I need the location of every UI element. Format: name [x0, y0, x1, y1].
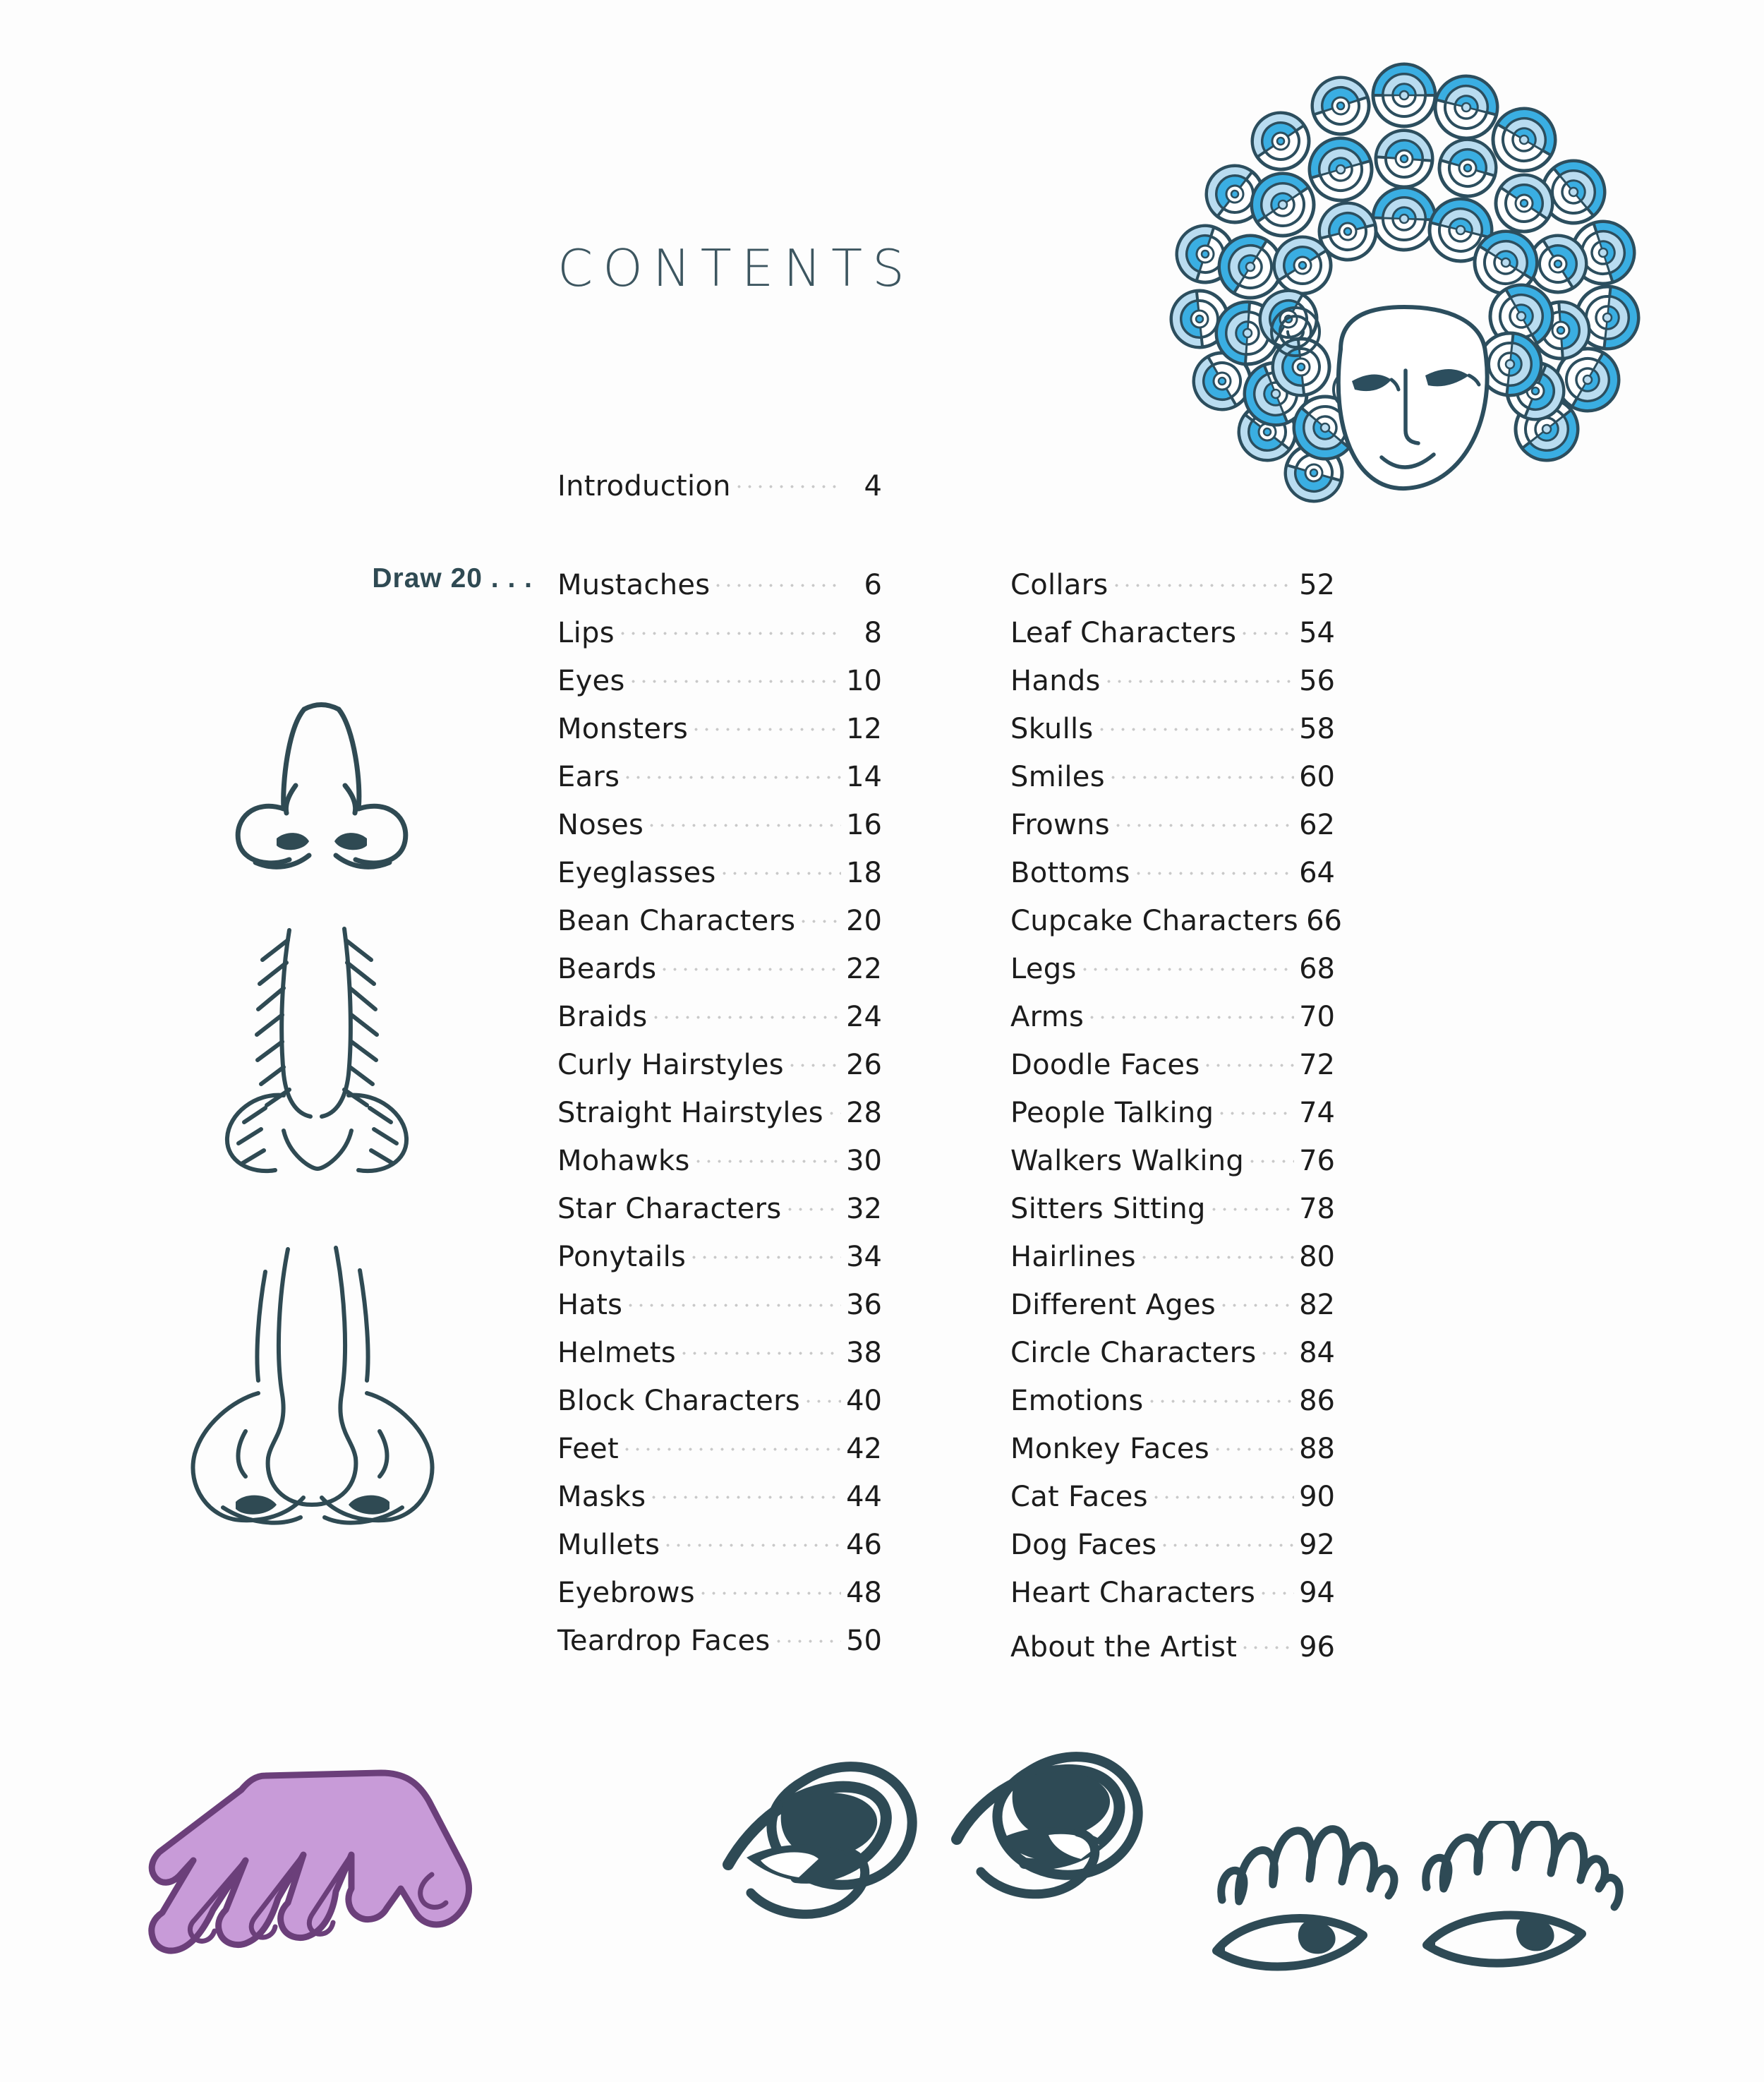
toc-entry-page: 72	[1299, 1049, 1335, 1081]
toc-entry-page: 22	[846, 953, 882, 985]
toc-entry-label: Ponytails	[557, 1241, 687, 1273]
dot-leader	[1159, 1526, 1294, 1554]
toc-entry-label: Helmets	[557, 1337, 676, 1369]
toc-entry-page: 14	[846, 761, 882, 793]
toc-entry[interactable]	[557, 945, 882, 993]
dot-leader	[628, 662, 841, 690]
dot-leader	[622, 1430, 841, 1458]
toc-entry-label: Beards	[557, 953, 657, 985]
section-label-draw-20: Draw 20 . . .	[372, 563, 533, 594]
curly-haired-face-illustration	[1129, 28, 1679, 536]
toc-entry-page: 66	[1306, 905, 1342, 937]
toc-entry-label: Hairlines	[1010, 1241, 1136, 1273]
dot-leader	[719, 854, 841, 882]
toc-entry[interactable]	[1010, 945, 1335, 993]
toc-entry-label: Doodle Faces	[1010, 1049, 1200, 1081]
toc-entry-label: Different Ages	[1010, 1289, 1216, 1321]
toc-entry[interactable]	[557, 609, 882, 657]
toc-entry-page: 50	[846, 1625, 882, 1657]
dot-leader	[798, 902, 841, 930]
toc-about-block	[1010, 1623, 1335, 1671]
toc-entry-label: Smiles	[1010, 761, 1105, 793]
dot-leader	[659, 950, 841, 978]
bold-eyes-illustration	[706, 1743, 1143, 1955]
dot-leader	[1212, 1430, 1294, 1458]
dot-leader	[1113, 806, 1294, 834]
toc-entry[interactable]	[557, 561, 882, 609]
dot-leader	[787, 1046, 841, 1074]
toc-entry-label: Curly Hairstyles	[557, 1049, 784, 1081]
toc-entry-label: Bottoms	[1010, 857, 1130, 889]
toc-entry[interactable]	[1010, 1425, 1335, 1473]
toc-entry-page: 54	[1299, 617, 1335, 649]
toc-entry[interactable]	[557, 705, 882, 753]
toc-entry-label: Dog Faces	[1010, 1529, 1157, 1561]
toc-entry-label: Straight Hairstyles	[557, 1097, 823, 1129]
toc-entry-label: Noses	[557, 809, 644, 841]
dot-leader	[648, 1478, 841, 1506]
toc-entry-page: 74	[1299, 1097, 1335, 1129]
toc-entry-label: Leaf Characters	[1010, 617, 1237, 649]
toc-entry-label: Mohawks	[557, 1145, 690, 1177]
toc-entry-label: Mustaches	[557, 569, 711, 601]
toc-entry[interactable]	[557, 1329, 882, 1377]
toc-entry[interactable]	[1010, 1041, 1335, 1089]
dot-leader	[1108, 758, 1294, 786]
dot-leader	[1104, 662, 1294, 690]
toc-entry-label: Skulls	[1010, 713, 1094, 745]
toc-entry-page: 10	[846, 665, 882, 697]
toc-entry[interactable]	[557, 1473, 882, 1521]
dot-leader	[1239, 614, 1294, 642]
toc-entry-page: 94	[1299, 1577, 1335, 1609]
dot-leader	[679, 1334, 841, 1362]
dot-leader	[1097, 710, 1294, 738]
toc-entry-page: 20	[846, 905, 882, 937]
purple-hand-illustration	[127, 1750, 480, 2047]
toc-entry[interactable]	[1010, 1089, 1335, 1137]
toc-entry-page: 40	[846, 1385, 882, 1417]
toc-entry[interactable]	[557, 753, 882, 801]
toc-entry-label: Ears	[557, 761, 620, 793]
toc-entry-label: Collars	[1010, 569, 1108, 601]
dot-leader	[698, 1574, 841, 1602]
toc-entry-label: Eyebrows	[557, 1577, 695, 1609]
toc-entry-label: Hands	[1010, 665, 1101, 697]
toc-entry-page: 18	[846, 857, 882, 889]
dot-leader	[713, 566, 841, 594]
toc-entry-page: 58	[1299, 713, 1335, 745]
toc-entry[interactable]	[557, 1521, 882, 1569]
toc-entry-page: 82	[1299, 1289, 1335, 1321]
toc-entry-label: Circle Characters	[1010, 1337, 1257, 1369]
toc-entry[interactable]	[1010, 993, 1335, 1041]
toc-entry-label: Emotions	[1010, 1385, 1144, 1417]
toc-entry-page: 52	[1299, 569, 1335, 601]
toc-entry-page: 84	[1299, 1337, 1335, 1369]
toc-entry[interactable]	[1010, 1569, 1335, 1617]
toc-entry[interactable]	[1010, 1521, 1335, 1569]
toc-entry-label: Bean Characters	[557, 905, 796, 937]
toc-entry[interactable]	[557, 1041, 882, 1089]
toc-entry-page: 86	[1299, 1385, 1335, 1417]
toc-entry-label: Eyes	[557, 665, 625, 697]
toc-entry-label: Eyeglasses	[557, 857, 716, 889]
dot-leader	[663, 1526, 841, 1554]
toc-entry[interactable]	[1010, 1185, 1335, 1233]
toc-entry-label: Legs	[1010, 953, 1077, 985]
toc-entry-page: 80	[1299, 1241, 1335, 1273]
toc-entry-page: 26	[846, 1049, 882, 1081]
nose-double-line-illustration	[162, 1228, 459, 1539]
toc-entry-label: Lips	[557, 617, 615, 649]
toc-entry[interactable]	[1010, 705, 1335, 753]
toc-entry-label: About the Artist	[1010, 1631, 1238, 1663]
toc-entry[interactable]	[557, 1425, 882, 1473]
toc-entry[interactable]	[557, 1137, 882, 1185]
toc-entry-label: Mullets	[557, 1529, 660, 1561]
dot-leader	[1087, 998, 1294, 1026]
toc-entry-page: 36	[846, 1289, 882, 1321]
toc-entry-label: Feet	[557, 1433, 619, 1465]
dot-leader	[773, 1622, 841, 1650]
dot-leader	[1240, 1628, 1294, 1656]
dot-leader	[1133, 854, 1294, 882]
toc-entry[interactable]	[1010, 1473, 1335, 1521]
toc-entry[interactable]	[557, 801, 882, 849]
toc-entry[interactable]	[1010, 657, 1335, 705]
toc-entry[interactable]	[1010, 801, 1335, 849]
dot-leader	[826, 1094, 841, 1122]
toc-entry-page: 4	[864, 470, 882, 503]
toc-entry-page: 32	[846, 1193, 882, 1225]
toc-entry-page: 34	[846, 1241, 882, 1273]
dot-leader	[691, 710, 841, 738]
toc-entry-page: 96	[1299, 1631, 1335, 1663]
toc-entry[interactable]	[1010, 1137, 1335, 1185]
toc-entry-about-the-artist[interactable]	[1010, 1623, 1335, 1671]
toc-column-left	[557, 561, 882, 1665]
nose-hatched-illustration	[176, 910, 459, 1193]
toc-entry-page: 92	[1299, 1529, 1335, 1561]
toc-entry[interactable]	[557, 1233, 882, 1281]
toc-entry-label: Frowns	[1010, 809, 1110, 841]
dot-leader	[646, 806, 841, 834]
toc-entry[interactable]	[557, 657, 882, 705]
toc-entry-page: 30	[846, 1145, 882, 1177]
toc-entry-page: 38	[846, 1337, 882, 1369]
dot-leader	[617, 614, 841, 642]
toc-entry-label: Block Characters	[557, 1385, 801, 1417]
toc-entry[interactable]	[557, 1569, 882, 1617]
toc-entry-label: Monkey Faces	[1010, 1433, 1209, 1465]
toc-entry-page: 8	[864, 617, 882, 649]
toc-entry-page: 42	[846, 1433, 882, 1465]
toc-entry-label: Cupcake Characters	[1010, 905, 1298, 937]
toc-entry-label: People Talking	[1010, 1097, 1214, 1129]
dot-leader	[734, 467, 841, 495]
toc-entry-label: Arms	[1010, 1001, 1085, 1033]
toc-entry-label: Walkers Walking	[1010, 1145, 1245, 1177]
toc-entry-label: Cat Faces	[1010, 1481, 1148, 1513]
dot-leader	[803, 1382, 841, 1410]
dot-leader	[1139, 1238, 1294, 1266]
dot-leader	[622, 758, 841, 786]
toc-entry-introduction[interactable]	[557, 462, 882, 510]
toc-entry-label: Masks	[557, 1481, 646, 1513]
toc-entry-page: 56	[1299, 665, 1335, 697]
toc-entry-page: 12	[846, 713, 882, 745]
toc-entry-page: 70	[1299, 1001, 1335, 1033]
toc-entry-page: 46	[846, 1529, 882, 1561]
dot-leader	[1219, 1286, 1294, 1314]
toc-entry[interactable]	[1010, 753, 1335, 801]
toc-entry-label: Braids	[557, 1001, 648, 1033]
toc-column-right	[1010, 561, 1342, 1617]
toc-entry[interactable]	[1010, 609, 1335, 657]
toc-entry-label: Hats	[557, 1289, 623, 1321]
toc-entry[interactable]	[1010, 1377, 1335, 1425]
dot-leader	[1247, 1142, 1294, 1170]
dot-leader	[1216, 1094, 1294, 1122]
dot-leader	[1080, 950, 1294, 978]
toc-entry-label: Monsters	[557, 713, 689, 745]
toc-entry-page: 16	[846, 809, 882, 841]
toc-entry-label: Star Characters	[557, 1193, 782, 1225]
toc-introduction-block	[557, 462, 882, 510]
toc-entry[interactable]	[557, 1617, 882, 1665]
toc-entry-label: Introduction	[557, 470, 731, 503]
dot-leader	[625, 1286, 841, 1314]
toc-entry-page: 76	[1299, 1145, 1335, 1177]
toc-entry[interactable]	[1010, 849, 1335, 897]
nose-outline-illustration	[205, 685, 437, 882]
toc-entry-page: 48	[846, 1577, 882, 1609]
toc-entry-label: Teardrop Faces	[557, 1625, 771, 1657]
dot-leader	[1202, 1046, 1294, 1074]
toc-entry-page: 24	[846, 1001, 882, 1033]
dot-leader	[693, 1142, 841, 1170]
toc-entry[interactable]	[557, 849, 882, 897]
toc-entry-page: 88	[1299, 1433, 1335, 1465]
toc-entry[interactable]	[1010, 1281, 1335, 1329]
dot-leader	[689, 1238, 841, 1266]
toc-entry-page: 78	[1299, 1193, 1335, 1225]
dot-leader	[651, 998, 841, 1026]
toc-entry[interactable]	[557, 993, 882, 1041]
dot-leader	[1209, 1190, 1294, 1218]
dot-leader	[785, 1190, 841, 1218]
toc-entry[interactable]	[1010, 897, 1342, 945]
toc-entry-page: 64	[1299, 857, 1335, 889]
page-title: CONTENTS	[557, 239, 914, 298]
toc-entry[interactable]	[1010, 1233, 1335, 1281]
toc-entry[interactable]	[557, 1281, 882, 1329]
toc-entry-label: Sitters Sitting	[1010, 1193, 1206, 1225]
toc-entry-page: 68	[1299, 953, 1335, 985]
eyes-with-curly-eyebrows-illustration	[1192, 1821, 1630, 2047]
toc-entry-page: 6	[864, 569, 882, 601]
toc-entry-page: 44	[846, 1481, 882, 1513]
toc-entry-page: 62	[1299, 809, 1335, 841]
toc-entry-label: Heart Characters	[1010, 1577, 1256, 1609]
toc-entry[interactable]	[557, 1089, 882, 1137]
toc-entry[interactable]	[557, 1377, 882, 1425]
toc-entry-page: 90	[1299, 1481, 1335, 1513]
toc-entry-page: 28	[846, 1097, 882, 1129]
dot-leader	[1258, 1574, 1294, 1602]
toc-entry[interactable]	[557, 897, 882, 945]
dot-leader	[1111, 566, 1294, 594]
dot-leader	[1151, 1478, 1294, 1506]
toc-entry[interactable]	[557, 1185, 882, 1233]
toc-entry[interactable]	[1010, 561, 1335, 609]
toc-entry[interactable]	[1010, 1329, 1335, 1377]
toc-entry-page: 60	[1299, 761, 1335, 793]
dot-leader	[1147, 1382, 1294, 1410]
dot-leader	[1259, 1334, 1294, 1362]
